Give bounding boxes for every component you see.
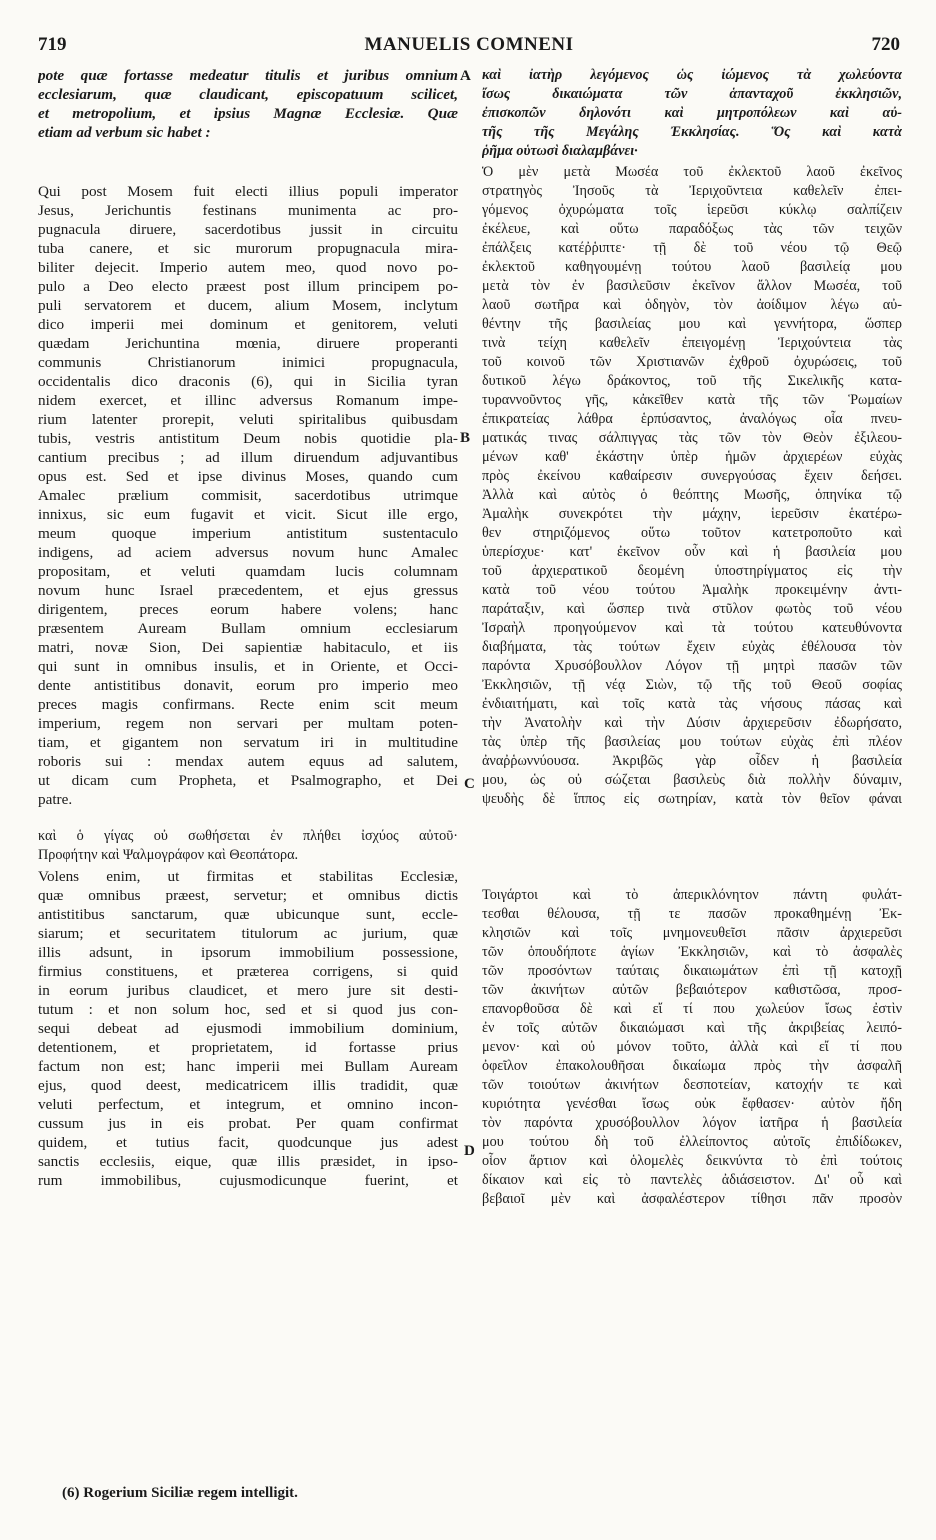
text-line: ἴσως δικαιώματα τῶν ἁπανταχοῦ ἐκκλησιῶν, xyxy=(482,86,902,102)
page-number-right: 720 xyxy=(871,34,900,55)
text-line: occidentalis dico draconis (6), qui in Sicilia tyran xyxy=(38,373,458,390)
text-line: tutum : et non solum hoc, sed et si quod jus con- xyxy=(38,1001,458,1018)
text-line: pote quæ fortasse medeatur titulis et juribus omnium xyxy=(38,67,458,84)
text-line: propositam, et veluti quamdam lucis columnam xyxy=(38,563,458,580)
text-line: cantium precibus ; ad illum diruendum adjuvantibus xyxy=(38,449,458,466)
text-line: imperium, regem non servari per multam poten- xyxy=(38,715,458,732)
text-line: τὰς ὑπὲρ τῆς βασιλείας μου τούτων εὐχὰς ἐπὶ πλέον xyxy=(482,734,902,750)
text-line: Προφήτην καὶ Ψαλμογράφον καὶ Θεοπάτορα. xyxy=(38,847,299,863)
text-line: ἐκλεκτοῦ καθηγουμένῃ τούτου λαοῦ βασιλείᾳ μου xyxy=(482,259,902,275)
text-line: τὸν παρόντα χρυσόβουλλον λόγον ἰατῆρα ἡ βασιλεία xyxy=(482,1115,902,1131)
greek-main-column xyxy=(482,163,902,809)
text-line: δίκαιον καὶ εἰς τὸ παντελὲς ἀδιάσειστον. Δι' οὗ καὶ xyxy=(482,1172,902,1188)
text-line: pugnacula diruere, sacerdotibus jussit in circuitu xyxy=(38,221,458,238)
text-line: et metropolium, et ipsius Magnæ Ecclesiæ. Quæ xyxy=(38,105,458,122)
text-line: παρόντα Χρυσόβουλλον Λόγον τῇ μητρὶ πασῶν τῶν xyxy=(482,658,902,674)
text-line: biliter dejecit. Imperio autem meo, quod novo po- xyxy=(38,259,458,276)
text-line: οἷον ἄρτιον καὶ ὁλομελὲς δεικνύντα τὸ ἐπὶ τούτοις xyxy=(482,1153,902,1169)
text-line: τῶν ὁπουδήποτε ἁγίων Ἐκκλησιῶν, καὶ τὸ ἀσφαλὲς xyxy=(482,944,902,960)
text-line: διαβήματα, τὰς τούτων ἔχειν εὐχὰς ἐθέλουσα τὸν xyxy=(482,639,902,655)
text-line: τῶν προσόντων ταύταις δικαιωμάτων ἐπὶ τῇ κατοχῇ xyxy=(482,963,902,979)
text-line: ὑπερίσχυε· κατ' ἐκεῖνον οὖν καὶ ἡ βασιλεία μου xyxy=(482,544,902,560)
text-line: Ἀλλὰ καὶ αὐτὸς ὁ θεόπτης Μωσῆς, ὁπηνίκα τῷ xyxy=(482,487,902,503)
section-marker-a: A xyxy=(460,68,471,84)
text-line: factum non est; hanc imperii mei Bullam Auream xyxy=(38,1058,458,1075)
text-line: siarum; et securitatem titulorum ac jurium, quæ xyxy=(38,925,458,942)
page-number-left: 719 xyxy=(38,34,67,55)
text-line: innixus, sic eum fugavit et vicit. Sicut ille ergo, xyxy=(38,506,458,523)
text-line: κατὰ τοῦ νέου τούτου Ἀμαλὴκ προκειμένην ἀντι- xyxy=(482,582,902,598)
text-line: ἐκέλευε, καὶ οὕτω παραδόξως τὰς τῶν τειχῶν xyxy=(482,221,902,237)
text-line: matri, novæ Sion, Dei sapientiæ habitaculo, et iis xyxy=(38,639,458,656)
text-line: Τοιγάρτοι καὶ τὸ ἀπερικλόνητον πάντη φυλάτ- xyxy=(482,887,902,903)
text-line: ἐν τοῖς αὐτῶν δικαιώμασι καὶ τῆς ἀκριβείας λειπό- xyxy=(482,1020,902,1036)
text-line: ψευδὴς δὲ ἵππος εἰς σωτηρίαν, κατὰ τὸν θεῖον φάναι xyxy=(482,791,902,807)
text-line: patre. xyxy=(38,791,73,808)
text-line: præsentem Auream Bullam omnium ecclesiarum xyxy=(38,620,458,637)
text-line: κυριότητα γενέσθαι ἴσως οὐκ ἔφθασεν· αὐτὸν ἤδη xyxy=(482,1096,902,1112)
text-line: indigens, ad aciem adversus novum hunc Amalec xyxy=(38,544,458,561)
text-line: quidem, et tutius facit, quodcunque jus adest xyxy=(38,1134,458,1151)
running-title: MANUELIS COMNENI xyxy=(364,34,574,55)
text-line: Jesus, Jerichuntis festinans munimenta ac pro- xyxy=(38,202,458,219)
text-line: cussum jus in eis probat. Per quam confirmat xyxy=(38,1115,458,1132)
text-line: τῶν τοιούτων ἀκινήτων δεσποτείαν, κατοχήν τε καὶ xyxy=(482,1077,902,1093)
greek-bottom-column xyxy=(482,886,902,1209)
text-line: τὴν Ἀνατολὴν καὶ τὴν Δύσιν ἀρχιερεῦσιν ἐδωρήσατο, xyxy=(482,715,902,731)
text-line: παράταξιν, καὶ ὥσπερ τινὰ στῦλον φωτὸς τοῦ νέου xyxy=(482,601,902,617)
text-line: γόμενος ὀχυρώματα τοῖς ἱερεῦσι κύκλῳ σαλπίζειν xyxy=(482,202,902,218)
text-line: θέντην τῆς βασιλείας μου καὶ γεννήτορα, ὥσπερ xyxy=(482,316,902,332)
section-marker-c: C xyxy=(464,776,475,792)
greek-quote-left xyxy=(38,827,458,865)
text-line: communis Christianorum inimici propugnacula, xyxy=(38,354,458,371)
text-line: preces magis confirmans. Recte enim scit meum xyxy=(38,696,458,713)
text-line: ματικάς τινας σάλπιγγας τὰς τῶν τὸν Θεὸν ἐξιλεου- xyxy=(482,430,902,446)
text-line: tiam, et gigantem non servatum iri in multitudine xyxy=(38,734,458,751)
text-line: qui sunt in omnibus insulis, et in Oriente, et Occi- xyxy=(38,658,458,675)
latin-bottom-column xyxy=(38,867,458,1190)
text-line: βεβαιοῖ μὲν καὶ ἀσφαλέστερον τίθησι πᾶν προσὸν xyxy=(482,1191,902,1207)
text-line: μου, ὡς οὐ σώζεται βασιλεὺς διὰ πολλὴν δύναμιν, xyxy=(482,772,902,788)
text-line: ὀφεῖλον ἐπακολουθῆσαι δικαίωμα πρὸς τὴν ἀσφαλῆ xyxy=(482,1058,902,1074)
text-line: ecclesiarum, quæ claudicant, episcopatuum scilicet, xyxy=(38,86,458,103)
text-line: nidem exercet, et illinc adversus Romanum impe- xyxy=(38,392,458,409)
text-line: veluti perfectum, et integrum, et omnino incon- xyxy=(38,1096,458,1113)
text-line: λαοῦ σωτῆρα καὶ ὁδηγὸν, τὸν ἀοίδιμον λέγω αὐ- xyxy=(482,297,902,313)
text-line: firmius constituens, et præterea corrigens, si quid xyxy=(38,963,458,980)
text-line: τινὰ τείχη καθελεῖν ἐπειγομένῃ Ἰεριχούντεια τὰς xyxy=(482,335,902,351)
text-line: θεν στηριζόμενος οὕτω τοῦτον κατετροποῦτο καὶ xyxy=(482,525,902,541)
section-marker-d: D xyxy=(464,1143,475,1159)
text-line: δυτικοῦ λέγω δράκοντος, τοῦ τῆς Σικελικῆς κατα- xyxy=(482,373,902,389)
text-line: ejus, quod deest, medicatricem illis tradidit, quæ xyxy=(38,1077,458,1094)
text-line: μένων καθ' ἑκάστην ὑπὲρ ἡμῶν ἀρχιερέων εὐχὰς xyxy=(482,449,902,465)
text-line: Ἐκκλησιῶν, τῇ νέᾳ Σιὼν, τῷ τῆς τοῦ Θεοῦ σοφίας xyxy=(482,677,902,693)
text-line: detentionem, et proprietatem, id fortasse prius xyxy=(38,1039,458,1056)
text-line: ἐπάλξεις κατέῤῥιπτε· τῇ δὲ τοῦ νέου τῷ Θεῷ xyxy=(482,240,902,256)
text-line: roboris sui : mendax autem equus ad salutem, xyxy=(38,753,458,770)
text-line: Ἰσραὴλ προηγούμενον καὶ τὰ τούτου κατευθύνοντα xyxy=(482,620,902,636)
text-line: Ὁ μὲν μετὰ Μωσέα τοῦ ἐκλεκτοῦ λαοῦ ἐκεῖνος xyxy=(482,164,902,180)
text-line: καὶ ἰατὴρ λεγόμενος ὡς ἰώμενος τὰ χωλεύοντα xyxy=(482,67,902,83)
text-line: dico imperii mei dominum et genitorem, veluti xyxy=(38,316,458,333)
text-line: ἐνδιαιτήματι, καὶ τοῖς κατὰ τὰς νήσους πάσας καὶ xyxy=(482,696,902,712)
section-marker-b: B xyxy=(460,430,471,446)
text-line: τεσθαι θέλουσα, τῇ τε πασῶν προκαθημένῃ Ἐκ- xyxy=(482,906,902,922)
text-line: pulo a Deo electo præest post illum principem po- xyxy=(38,278,458,295)
text-line: antistitibus sanctarum, quæ ubicunque sunt, eccle- xyxy=(38,906,458,923)
text-line: Ἀμαλὴκ συνεκρότει τὴν μάχην, ἱερεῦσιν ἑκατέρω- xyxy=(482,506,902,522)
text-line: ut dicam cum Propheta, et Psalmographo, et Dei xyxy=(38,772,458,789)
page-header xyxy=(38,34,900,58)
text-line: dirigentem, preces eorum habere volens; hanc xyxy=(38,601,458,618)
text-line: sequi debeat ad ejusmodi immobilium dominium, xyxy=(38,1020,458,1037)
text-line: novum hunc Israel præcedentem, et ejus gressus xyxy=(38,582,458,599)
text-line: etiam ad verbum sic habet : xyxy=(38,124,211,141)
text-line: tubis, vestris antistitum Deum nobis quotidie pla- xyxy=(38,430,458,447)
text-line: καὶ ὁ γίγας οὐ σωθήσεται ἐν πλήθει ἰσχύος αὐτοῦ· xyxy=(38,828,458,844)
text-line: πρὸς ἐκείνου καθαίρεσιν συνεργούσας ἔχειν δεήσει. xyxy=(482,468,902,484)
text-line: opus est. Sed et ipse divinus Moses, quando cum xyxy=(38,468,458,485)
text-line: in eorum juribus claudicet, et mero jure sit desti- xyxy=(38,982,458,999)
text-line: puli servatorem et ducem, alium Mosem, inclytum xyxy=(38,297,458,314)
text-line: μετὰ τὸν ἐν βασιλεῦσιν ἐκεῖνον ἄλλον Μωσέα, τοῦ xyxy=(482,278,902,294)
text-line: rium latenter prorepit, veluti spiritalibus quibusdam xyxy=(38,411,458,428)
latin-intro-column xyxy=(38,66,458,142)
text-line: μενον· καὶ οὐ μόνον τοῦτο, ἀλλὰ καὶ εἴ τί που xyxy=(482,1039,902,1055)
text-line: τῆς τῆς Μεγάλης Ἐκκλησίας. Ὅς καὶ κατὰ xyxy=(482,124,902,140)
text-line: τυραννοῦντος γῆς, κἀκεῖθεν κατὰ τῆς τῶν Ῥωμαίων xyxy=(482,392,902,408)
latin-main-column xyxy=(38,182,458,809)
text-line: κλησιῶν καὶ τοῖς μνημονευθεῖσι πᾶσιν ἀρχιερεῦσι xyxy=(482,925,902,941)
text-line: sanctis ecclesiis, eique, quæ illis præsidet, in ipso- xyxy=(38,1153,458,1170)
text-line: rum immobilibus, cujusmodicunque fuerint, et xyxy=(38,1172,458,1189)
text-line: ἀναῤῥωννύουσα. Ἀκριβῶς γὰρ οἶδεν ἡ βασιλεία xyxy=(482,753,902,769)
text-line: Qui post Mosem fuit electi illius populi imperator xyxy=(38,183,458,200)
text-line: quædam Jerichuntina mœnia, diruere properanti xyxy=(38,335,458,352)
text-line: τῶν ἀκινήτων αὐτῶν βεβαιότερον καθιστῶσα, προσ- xyxy=(482,982,902,998)
text-line: τοῦ κοινοῦ τῶν Χριστιανῶν ἐχθροῦ ὀχυρώσεις, τοῦ xyxy=(482,354,902,370)
text-line: Volens enim, ut firmitas et stabilitas Ecclesiæ, xyxy=(38,868,458,885)
text-line: ἐπισκοπῶν δηλονότι καὶ μητροπόλεων καὶ αὐ- xyxy=(482,105,902,121)
text-line: tuba canere, et sic murorum propugnacula mira- xyxy=(38,240,458,257)
text-line: illis adsunt, in ipsorum immobilium possessione, xyxy=(38,944,458,961)
text-line: dente antistitibus donavit, eorum pro imperio meo xyxy=(38,677,458,694)
text-line: στρατηγὸς Ἰησοῦς τὰ Ἰεριχοῦντεια καθελεῖν ἐπει- xyxy=(482,183,902,199)
greek-intro-column xyxy=(482,66,902,161)
text-line: meum quoque imperium antistitum sustentaculo xyxy=(38,525,458,542)
text-line: τοῦ ἀρχιερατικοῦ δεομένη ὑποστηρίγματος εἰς τὴν xyxy=(482,563,902,579)
text-line: quæ omnibus præest, servetur; et omnibus dictis xyxy=(38,887,458,904)
text-line: επανορθοῦσα δὲ καὶ εἴ τί που χωλεύον ἴσως ἐστὶν xyxy=(482,1001,902,1017)
text-line: ῥῆμα οὑτωσὶ διαλαμβάνει· xyxy=(482,143,638,159)
footnote: (6) Rogerium Siciliæ regem intelligit. xyxy=(62,1485,298,1501)
text-line: Amalec prælium commisit, sacerdotibus utrimque xyxy=(38,487,458,504)
text-line: μου τούτου δὴ τοῦ ἐλλείποντος αὐτοῖς ἐπιδίδωκεν, xyxy=(482,1134,902,1150)
text-line: ἐπικρατείας λάθρα ἑρπύσαντος, ἀναλόγως οἷα πνευ- xyxy=(482,411,902,427)
